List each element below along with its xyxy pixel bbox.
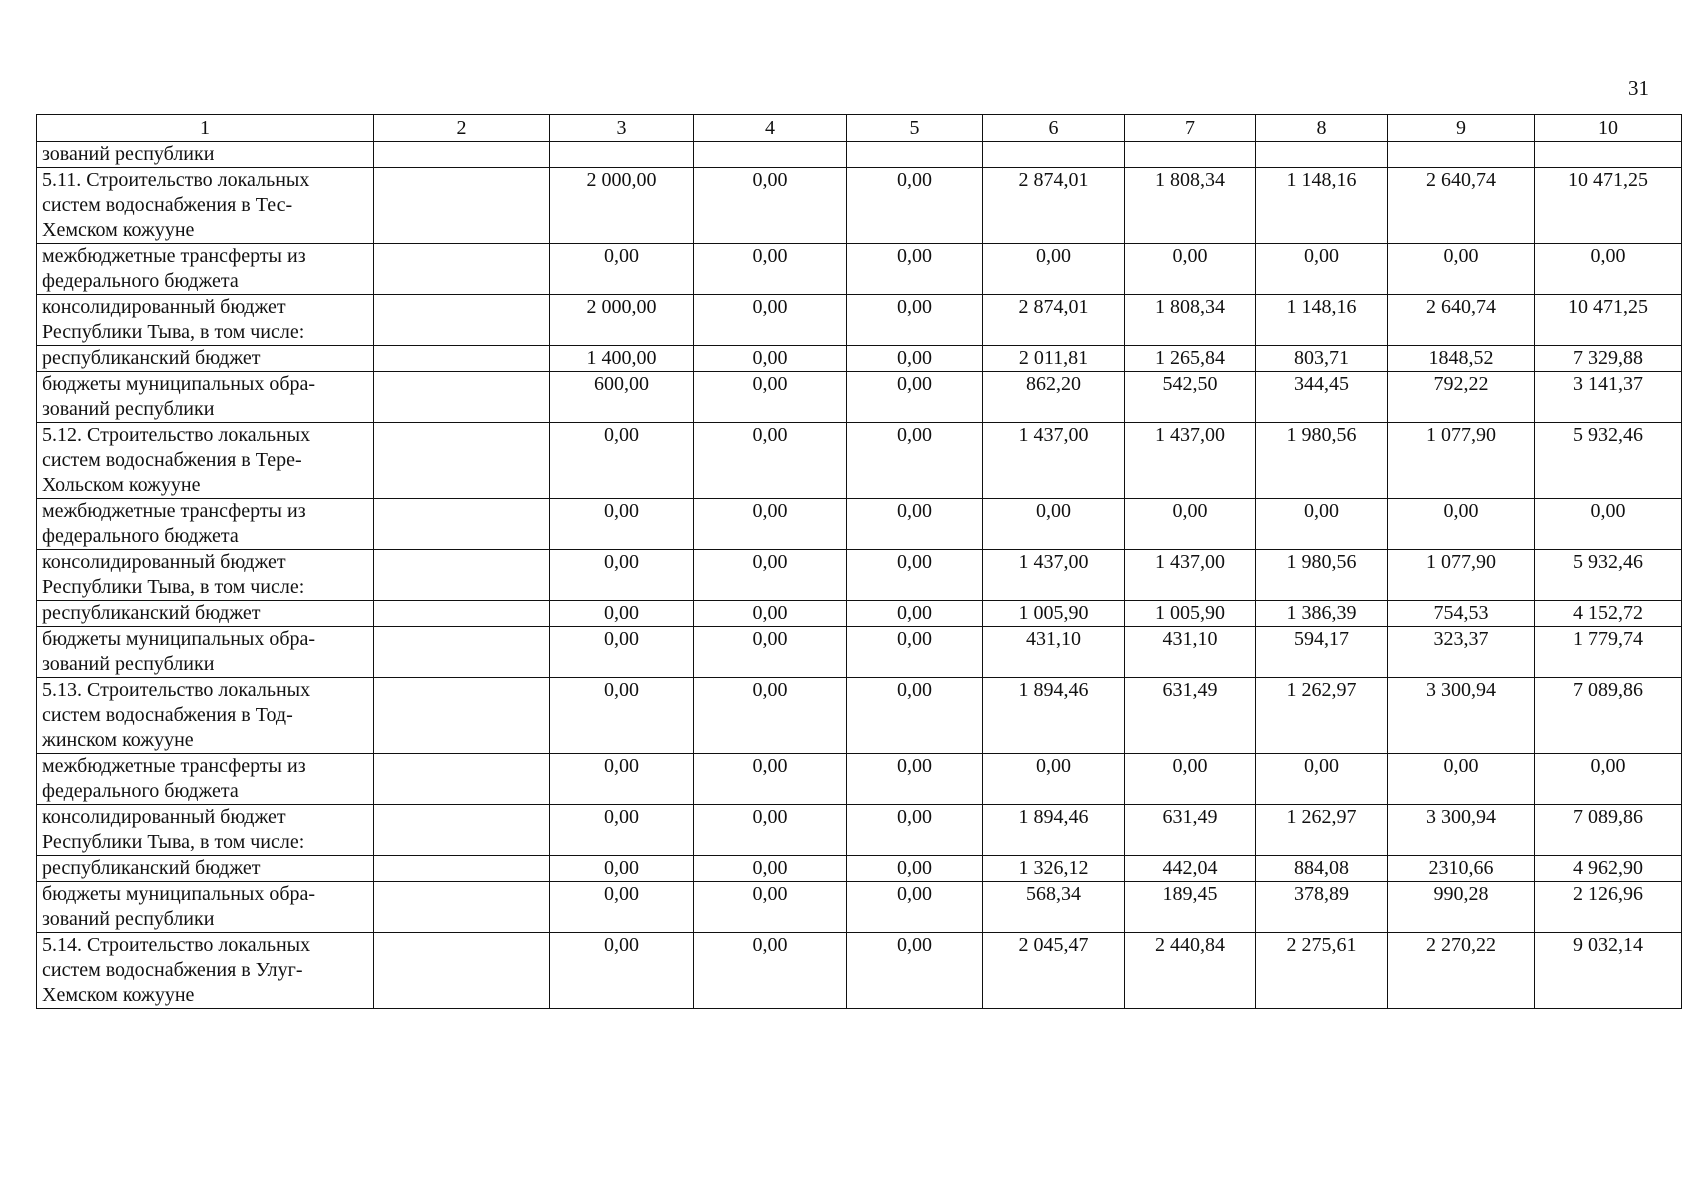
row-value-col4: 0,00: [694, 499, 847, 550]
row-cell-col2: [374, 295, 550, 346]
row-value-col10: 7 329,88: [1535, 346, 1682, 372]
row-value-col9: 0,00: [1388, 499, 1535, 550]
row-value-col5: 0,00: [847, 856, 983, 882]
row-value-col8: 378,89: [1256, 882, 1388, 933]
row-value-col8: 1 980,56: [1256, 423, 1388, 499]
row-label: межбюджетные трансферты из федерального бюджета: [37, 499, 374, 550]
row-label: 5.14. Строительство локальных систем водоснабжения в Улуг- Хемском кожууне: [37, 933, 374, 1009]
table-row: [37, 550, 1682, 601]
row-value-col9: 1848,52: [1388, 346, 1535, 372]
column-header-7: 7: [1125, 115, 1256, 142]
row-label: 5.13. Строительство локальных систем водоснабжения в Тод- жинском кожууне: [37, 678, 374, 754]
row-value-col7: 1 437,00: [1125, 550, 1256, 601]
row-value-col3: 1 400,00: [550, 346, 694, 372]
row-value-col4: 0,00: [694, 933, 847, 1009]
row-value-col10: 0,00: [1535, 244, 1682, 295]
row-value-col10: 0,00: [1535, 754, 1682, 805]
row-label: консолидированный бюджет Республики Тыва, в том числе:: [37, 805, 374, 856]
row-value-col6: 568,34: [983, 882, 1125, 933]
row-value-col5: 0,00: [847, 423, 983, 499]
column-header-2: 2: [374, 115, 550, 142]
row-value-col3: 0,00: [550, 805, 694, 856]
row-value-col8: 0,00: [1256, 499, 1388, 550]
row-label: республиканский бюджет: [37, 601, 374, 627]
table-row: [37, 601, 1682, 627]
row-cell-col2: [374, 601, 550, 627]
row-value-col10: 4 962,90: [1535, 856, 1682, 882]
row-value-col8: 803,71: [1256, 346, 1388, 372]
row-label: республиканский бюджет: [37, 346, 374, 372]
row-value-col4: 0,00: [694, 754, 847, 805]
row-value-col8: 344,45: [1256, 372, 1388, 423]
row-value-col10: 1 779,74: [1535, 627, 1682, 678]
row-value-col10: 10 471,25: [1535, 168, 1682, 244]
row-value-col3: 2 000,00: [550, 295, 694, 346]
row-value-col6: 2 874,01: [983, 168, 1125, 244]
column-header-9: 9: [1388, 115, 1535, 142]
row-value-col5: 0,00: [847, 933, 983, 1009]
row-value-col9: 3 300,94: [1388, 805, 1535, 856]
row-cell-col2: [374, 856, 550, 882]
row-value-col4: 0,00: [694, 678, 847, 754]
row-value-col8: 1 262,97: [1256, 805, 1388, 856]
row-value-col7: 1 808,34: [1125, 295, 1256, 346]
row-value-col9: 2310,66: [1388, 856, 1535, 882]
row-cell-col2: [374, 678, 550, 754]
row-cell-col2: [374, 933, 550, 1009]
row-value-col7: 0,00: [1125, 499, 1256, 550]
table-row: [37, 423, 1682, 499]
row-value-col4: [694, 142, 847, 168]
row-value-col6: 2 045,47: [983, 933, 1125, 1009]
column-header-6: 6: [983, 115, 1125, 142]
table-row: [37, 805, 1682, 856]
column-header-5: 5: [847, 115, 983, 142]
row-value-col7: 1 265,84: [1125, 346, 1256, 372]
table-row: [37, 142, 1682, 168]
row-value-col7: 2 440,84: [1125, 933, 1256, 1009]
row-value-col7: 0,00: [1125, 244, 1256, 295]
row-value-col8: [1256, 142, 1388, 168]
row-value-col3: 0,00: [550, 882, 694, 933]
row-cell-col2: [374, 244, 550, 295]
row-cell-col2: [374, 754, 550, 805]
row-value-col4: 0,00: [694, 168, 847, 244]
row-label: зований республики: [37, 142, 374, 168]
row-value-col3: 0,00: [550, 550, 694, 601]
row-value-col4: 0,00: [694, 372, 847, 423]
row-value-col9: 792,22: [1388, 372, 1535, 423]
row-value-col8: 1 148,16: [1256, 295, 1388, 346]
row-value-col4: 0,00: [694, 295, 847, 346]
row-value-col6: 2 011,81: [983, 346, 1125, 372]
row-value-col7: 442,04: [1125, 856, 1256, 882]
row-value-col10: 5 932,46: [1535, 423, 1682, 499]
row-value-col10: 10 471,25: [1535, 295, 1682, 346]
row-value-col3: 0,00: [550, 423, 694, 499]
row-value-col9: 0,00: [1388, 244, 1535, 295]
row-value-col9: [1388, 142, 1535, 168]
row-value-col10: [1535, 142, 1682, 168]
row-label: 5.12. Строительство локальных систем водоснабжения в Тере- Хольском кожууне: [37, 423, 374, 499]
row-cell-col2: [374, 550, 550, 601]
row-value-col8: 2 275,61: [1256, 933, 1388, 1009]
row-value-col10: 5 932,46: [1535, 550, 1682, 601]
row-value-col4: 0,00: [694, 805, 847, 856]
row-value-col6: 0,00: [983, 754, 1125, 805]
row-value-col7: 431,10: [1125, 627, 1256, 678]
table-row: [37, 372, 1682, 423]
row-value-col6: 1 005,90: [983, 601, 1125, 627]
column-header-10: 10: [1535, 115, 1682, 142]
budget-table: [36, 114, 1682, 1009]
row-label: межбюджетные трансферты из федерального бюджета: [37, 244, 374, 295]
row-label: консолидированный бюджет Республики Тыва, в том числе:: [37, 295, 374, 346]
row-value-col10: 7 089,86: [1535, 805, 1682, 856]
row-value-col10: 3 141,37: [1535, 372, 1682, 423]
row-cell-col2: [374, 168, 550, 244]
row-label: республиканский бюджет: [37, 856, 374, 882]
row-value-col4: 0,00: [694, 244, 847, 295]
row-value-col6: 0,00: [983, 244, 1125, 295]
page-number: 31: [1628, 76, 1649, 100]
row-value-col4: 0,00: [694, 346, 847, 372]
row-value-col9: 1 077,90: [1388, 423, 1535, 499]
row-value-col3: 0,00: [550, 754, 694, 805]
row-value-col9: 990,28: [1388, 882, 1535, 933]
row-value-col10: 0,00: [1535, 499, 1682, 550]
row-value-col6: 1 437,00: [983, 550, 1125, 601]
row-value-col5: 0,00: [847, 627, 983, 678]
row-value-col8: 594,17: [1256, 627, 1388, 678]
row-value-col5: 0,00: [847, 805, 983, 856]
table-row: [37, 933, 1682, 1009]
row-value-col9: 2 640,74: [1388, 295, 1535, 346]
table-row: [37, 627, 1682, 678]
row-value-col5: 0,00: [847, 601, 983, 627]
table-body: [37, 142, 1682, 1009]
row-value-col7: 631,49: [1125, 678, 1256, 754]
column-header-1: 1: [37, 115, 374, 142]
table-row: [37, 856, 1682, 882]
row-cell-col2: [374, 372, 550, 423]
column-header-4: 4: [694, 115, 847, 142]
row-value-col5: 0,00: [847, 372, 983, 423]
column-header-3: 3: [550, 115, 694, 142]
row-value-col6: 1 437,00: [983, 423, 1125, 499]
row-label: бюджеты муниципальных обра- зований республики: [37, 882, 374, 933]
row-value-col10: 2 126,96: [1535, 882, 1682, 933]
row-cell-col2: [374, 627, 550, 678]
row-value-col8: 1 148,16: [1256, 168, 1388, 244]
row-value-col6: 431,10: [983, 627, 1125, 678]
row-value-col7: 631,49: [1125, 805, 1256, 856]
row-value-col8: 0,00: [1256, 244, 1388, 295]
row-value-col8: 1 262,97: [1256, 678, 1388, 754]
row-value-col10: 9 032,14: [1535, 933, 1682, 1009]
row-value-col5: 0,00: [847, 754, 983, 805]
row-value-col5: 0,00: [847, 168, 983, 244]
row-value-col10: 7 089,86: [1535, 678, 1682, 754]
row-value-col8: 1 386,39: [1256, 601, 1388, 627]
row-value-col7: 1 437,00: [1125, 423, 1256, 499]
row-cell-col2: [374, 882, 550, 933]
row-value-col9: 0,00: [1388, 754, 1535, 805]
table-row: [37, 754, 1682, 805]
table-row: [37, 678, 1682, 754]
row-label: межбюджетные трансферты из федерального бюджета: [37, 754, 374, 805]
table-row: [37, 244, 1682, 295]
row-value-col7: 1 005,90: [1125, 601, 1256, 627]
row-value-col5: 0,00: [847, 499, 983, 550]
row-cell-col2: [374, 142, 550, 168]
row-value-col7: [1125, 142, 1256, 168]
row-value-col5: 0,00: [847, 295, 983, 346]
row-cell-col2: [374, 805, 550, 856]
row-value-col7: 0,00: [1125, 754, 1256, 805]
row-value-col3: 2 000,00: [550, 168, 694, 244]
row-value-col3: 0,00: [550, 933, 694, 1009]
table-row: [37, 499, 1682, 550]
row-value-col6: 1 894,46: [983, 678, 1125, 754]
table-row: [37, 346, 1682, 372]
row-value-col4: 0,00: [694, 856, 847, 882]
row-value-col3: 0,00: [550, 627, 694, 678]
row-value-col5: 0,00: [847, 882, 983, 933]
row-value-col6: 0,00: [983, 499, 1125, 550]
row-label: бюджеты муниципальных обра- зований республики: [37, 627, 374, 678]
table-header: [37, 115, 1682, 142]
row-cell-col2: [374, 499, 550, 550]
row-value-col4: 0,00: [694, 423, 847, 499]
row-value-col10: 4 152,72: [1535, 601, 1682, 627]
row-value-col8: 1 980,56: [1256, 550, 1388, 601]
row-label: консолидированный бюджет Республики Тыва, в том числе:: [37, 550, 374, 601]
row-cell-col2: [374, 346, 550, 372]
row-value-col5: 0,00: [847, 550, 983, 601]
row-value-col3: 0,00: [550, 601, 694, 627]
row-value-col4: 0,00: [694, 550, 847, 601]
row-value-col7: 189,45: [1125, 882, 1256, 933]
row-value-col5: [847, 142, 983, 168]
row-value-col9: 3 300,94: [1388, 678, 1535, 754]
row-value-col5: 0,00: [847, 346, 983, 372]
row-value-col8: 884,08: [1256, 856, 1388, 882]
row-value-col7: 1 808,34: [1125, 168, 1256, 244]
table-row: [37, 168, 1682, 244]
row-value-col6: 862,20: [983, 372, 1125, 423]
row-value-col5: 0,00: [847, 244, 983, 295]
table-row: [37, 295, 1682, 346]
row-label: бюджеты муниципальных обра- зований республики: [37, 372, 374, 423]
row-label: 5.11. Строительство локальных систем водоснабжения в Тес- Хемском кожууне: [37, 168, 374, 244]
row-value-col9: 1 077,90: [1388, 550, 1535, 601]
row-value-col9: 323,37: [1388, 627, 1535, 678]
row-value-col6: 1 894,46: [983, 805, 1125, 856]
row-value-col8: 0,00: [1256, 754, 1388, 805]
row-cell-col2: [374, 423, 550, 499]
column-header-8: 8: [1256, 115, 1388, 142]
row-value-col6: 2 874,01: [983, 295, 1125, 346]
row-value-col9: 2 270,22: [1388, 933, 1535, 1009]
row-value-col9: 754,53: [1388, 601, 1535, 627]
row-value-col9: 2 640,74: [1388, 168, 1535, 244]
table-row: [37, 882, 1682, 933]
row-value-col3: 600,00: [550, 372, 694, 423]
row-value-col7: 542,50: [1125, 372, 1256, 423]
row-value-col6: 1 326,12: [983, 856, 1125, 882]
row-value-col3: 0,00: [550, 244, 694, 295]
row-value-col3: [550, 142, 694, 168]
row-value-col6: [983, 142, 1125, 168]
row-value-col4: 0,00: [694, 627, 847, 678]
row-value-col4: 0,00: [694, 601, 847, 627]
row-value-col4: 0,00: [694, 882, 847, 933]
row-value-col3: 0,00: [550, 678, 694, 754]
row-value-col5: 0,00: [847, 678, 983, 754]
header-row: [37, 115, 1682, 142]
row-value-col3: 0,00: [550, 856, 694, 882]
row-value-col3: 0,00: [550, 499, 694, 550]
